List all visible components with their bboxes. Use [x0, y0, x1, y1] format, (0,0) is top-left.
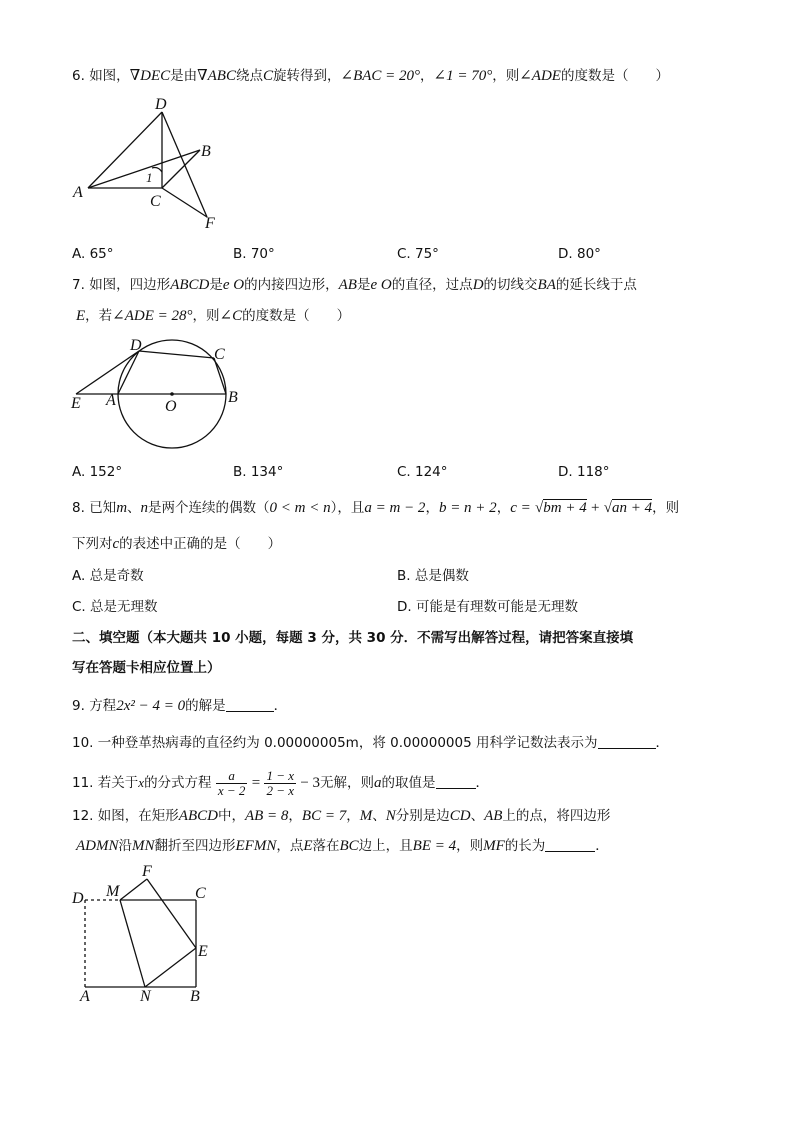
- q6-label-f: F: [205, 215, 215, 232]
- q7-option-c[interactable]: C. 124°: [397, 464, 448, 480]
- q6-option-a[interactable]: A. 65°: [72, 246, 114, 262]
- q6-label-angle-1: 1: [146, 170, 153, 185]
- q12-label-f: F: [142, 863, 152, 880]
- q7-label-a: A: [106, 392, 116, 409]
- q11-fraction-left: $\frac{a}{x - 2}$: [217, 767, 246, 798]
- q10-number: 10.: [72, 735, 94, 751]
- q7-label-b: B: [228, 389, 238, 406]
- q6-stem: 6. 如图，∇DEC是由∇ABC绕点C旋转得到，∠BAC = 20°，∠1 = 70°，则∠ADE的度数是（ ）: [72, 68, 669, 84]
- q11-stem: 11. 若关于x的分式方程 $\frac{a}{x - 2}$ = $\frac{1 - x}{2 - x}$ − 3无解，则a的取值是 ．: [72, 767, 490, 798]
- q12-label-d: D: [72, 890, 84, 907]
- q8-option-d[interactable]: D. 可能是有理数可能是无理数: [397, 599, 578, 615]
- q8-stem-line1: 8. 已知m、n是两个连续的偶数（0 < m < n），且a = m − 2，b = n + 2，c = √bm + 4 + √an + 4，则: [72, 500, 680, 516]
- q7-number: 7.: [72, 277, 85, 293]
- q7-option-d[interactable]: D. 118°: [558, 464, 610, 480]
- q8-stem-line2: 下列对c的表述中正确的是（ ）: [72, 536, 282, 552]
- q6-option-d[interactable]: D. 80°: [558, 246, 601, 262]
- section-2-heading-line1: 二、填空题（本大题共 10 小题，每题 3 分，共 30 分．不需写出解答过程，请把答案直接填: [72, 630, 634, 646]
- q12-label-a: A: [80, 988, 90, 1005]
- q6-label-c: C: [150, 193, 161, 210]
- q12-label-e: E: [198, 943, 208, 960]
- q10-stem: 10. 一种登革热病毒的直径约为 0.00000005m，将 0.00000005 用科学记数法表示为 ．: [72, 735, 669, 751]
- q6-label-b: B: [201, 143, 211, 160]
- q12-segment-en: [145, 948, 196, 987]
- q12-label-b: B: [190, 988, 200, 1005]
- q8-option-b[interactable]: B. 总是偶数: [397, 568, 469, 584]
- q6-option-c[interactable]: C. 75°: [397, 246, 439, 262]
- q6-number: 6.: [72, 68, 85, 84]
- q7-stem-line1: 7. 如图，四边形ABCD是e O的内接四边形，AB是e O的直径，过点D的切线交BA的延长线于点: [72, 277, 637, 293]
- q12-stem-line1: 12. 如图，在矩形ABCD中，AB = 8，BC = 7，M、N分别是边CD、AB上的点，将四边形: [72, 808, 611, 824]
- q12-stem-line2: ADMN沿MN翻折至四边形EFMN，点E落在BC边上，且BE = 4，则MF的长为 ．: [76, 838, 609, 854]
- q8-option-c[interactable]: C. 总是无理数: [72, 599, 158, 615]
- q12-segment-mn: [120, 900, 145, 987]
- q7-option-b[interactable]: B. 134°: [233, 464, 284, 480]
- q11-number: 11.: [72, 775, 94, 791]
- q6-label-a: A: [73, 184, 83, 201]
- q7-stem-line2: E，若∠ADE = 28°，则∠C的度数是（ ）: [76, 308, 351, 324]
- q11-fraction-right: $\frac{1 - x}{2 - x}$: [266, 767, 295, 798]
- q12-label-n: N: [140, 988, 151, 1005]
- q7-label-d: D: [130, 337, 142, 354]
- q8-option-a[interactable]: A. 总是奇数: [72, 568, 144, 584]
- q9-number: 9.: [72, 698, 85, 714]
- q12-label-c: C: [195, 885, 206, 902]
- q12-segment-fe: [147, 879, 196, 948]
- q7-option-a[interactable]: A. 152°: [72, 464, 123, 480]
- q9-stem: 9. 方程2x² − 4 = 0的解是 ．: [72, 698, 288, 714]
- q6-label-d: D: [155, 96, 167, 113]
- q12-segment-mf: [120, 879, 147, 900]
- q7-label-c: C: [214, 346, 225, 363]
- q6-option-b[interactable]: B. 70°: [233, 246, 275, 262]
- q7-label-e: E: [71, 395, 81, 412]
- q12-label-m: M: [106, 883, 120, 900]
- q8-number: 8.: [72, 500, 85, 516]
- q7-label-o: O: [165, 398, 177, 415]
- q12-number: 12.: [72, 808, 94, 824]
- section-2-heading-line2: 写在答题卡相应位置上）: [72, 660, 221, 676]
